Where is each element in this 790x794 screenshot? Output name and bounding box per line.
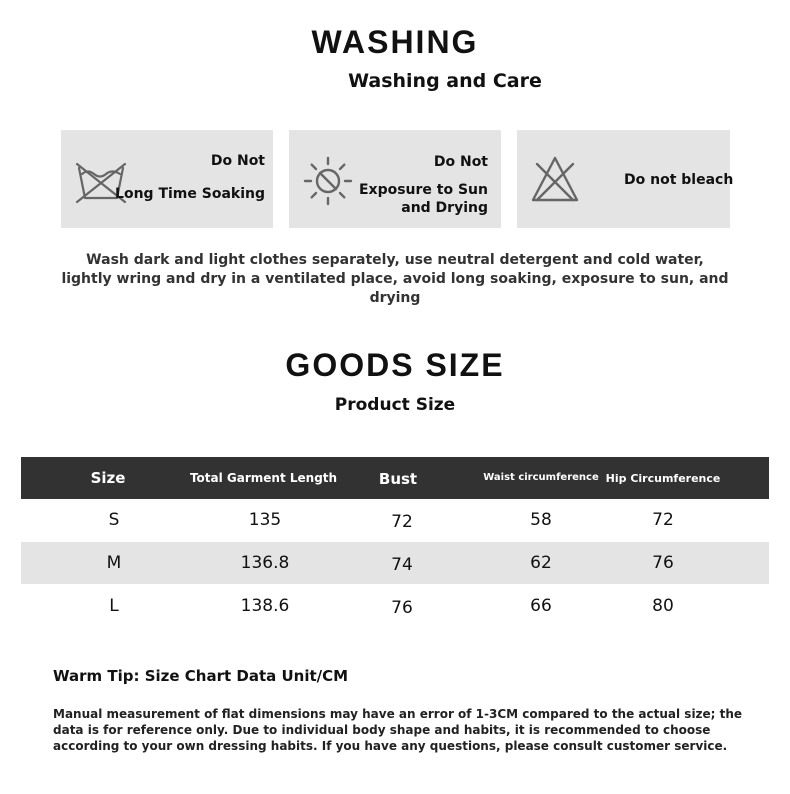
cell-bust: 76 <box>391 598 413 618</box>
washing-subtitle: Washing and Care <box>348 70 542 92</box>
cell-size: M <box>106 553 122 573</box>
card-line3: and Drying <box>401 200 488 216</box>
cell-hip: 72 <box>652 510 674 530</box>
col-header: Size <box>90 469 126 487</box>
size-title: GOODS SIZE <box>285 347 505 383</box>
care-card-no-sun <box>289 130 501 228</box>
cell-length: 138.6 <box>240 596 290 616</box>
table-row <box>21 585 769 627</box>
cell-bust: 74 <box>391 555 413 575</box>
card-line2: Exposure to Sun <box>358 182 488 198</box>
cell-size: L <box>109 596 119 616</box>
no-sun-icon <box>301 154 355 208</box>
cell-length: 136.8 <box>240 553 290 573</box>
care-card-no-bleach <box>517 130 734 228</box>
col-header: Total Garment Length <box>189 471 338 485</box>
cell-waist: 62 <box>530 553 552 573</box>
card-line2: Long Time Soaking <box>115 186 265 202</box>
care-description: Wash dark and light clothes separately, use neutral detergent and cold water, lightly wring and dry in a ventilated place, avoid long soaking, exposure to sun, and drying <box>61 252 729 306</box>
care-card-no-soak <box>61 130 273 228</box>
cell-waist: 66 <box>530 596 552 616</box>
card-line1: Do not bleach <box>624 172 734 188</box>
warm-tip-text: Manual measurement of flat dimensions may have an error of 1-3CM compared to the actual size; the data is for reference only. Due to individual body shape and habits, it is recommended to choose according to your own dressing habits. If you have any questions, please consult customer service. <box>53 707 743 753</box>
table-row <box>21 499 769 541</box>
washing-title: WASHING <box>311 24 479 60</box>
cell-hip: 76 <box>652 553 674 573</box>
col-header: Hip Circumference <box>605 472 721 485</box>
col-header: Bust <box>378 470 418 488</box>
cell-bust: 72 <box>391 512 413 532</box>
cell-size: S <box>108 510 120 530</box>
warm-tip-title: Warm Tip: Size Chart Data Unit/CM <box>53 667 349 685</box>
no-bleach-icon <box>529 154 581 204</box>
cell-length: 135 <box>248 510 282 530</box>
card-line1: Do Not <box>433 154 488 170</box>
card-line1: Do Not <box>210 153 265 169</box>
table-row <box>21 542 769 584</box>
size-table-header <box>21 457 769 499</box>
size-subtitle: Product Size <box>334 395 456 415</box>
cell-waist: 58 <box>530 510 552 530</box>
col-header: Waist circumference <box>483 472 599 483</box>
cell-hip: 80 <box>652 596 674 616</box>
